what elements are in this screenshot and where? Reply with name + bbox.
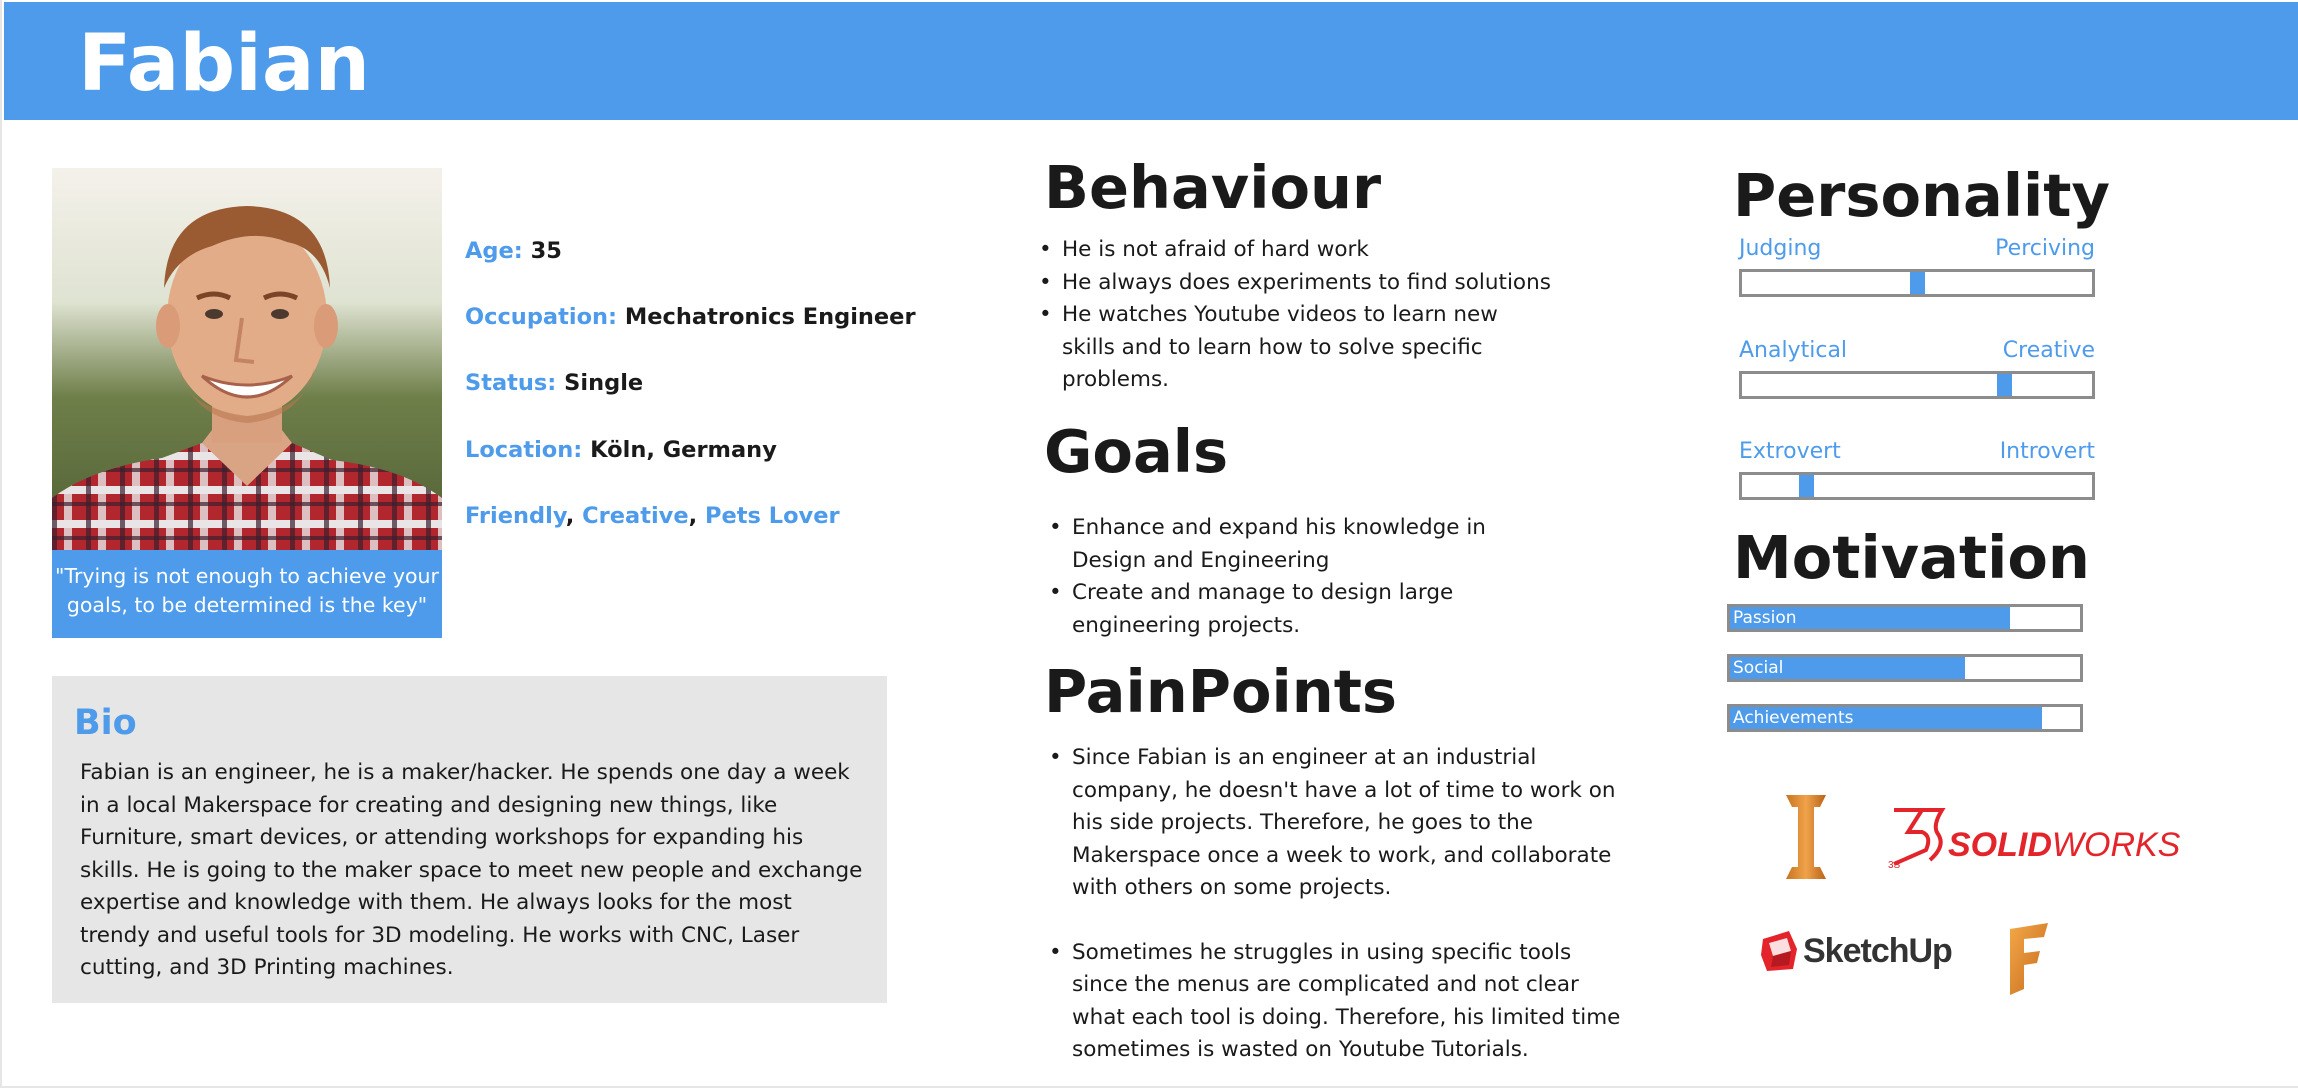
bullet: • (1049, 580, 1062, 605)
age-row (465, 236, 562, 266)
motivation-label: Achievements (1733, 708, 1854, 728)
bio-line: trendy and useful tools for 3D modeling. He works with CNC, Laser (80, 922, 800, 948)
list-item-line: engineering projects. (1072, 612, 1301, 638)
personality-scale (1739, 437, 2095, 467)
inventor-logo (1784, 795, 1828, 883)
personality-title: Personality (1733, 161, 2110, 230)
location-row (465, 435, 777, 465)
scale-right-label: Perciving (1995, 236, 2095, 261)
sketchup-logo (1759, 929, 1952, 977)
age-label: Age: (465, 238, 523, 264)
bio-line: in a local Makerspace for creating and designing new things, like (80, 792, 778, 818)
location-label: Location: (465, 437, 583, 463)
list-item-line: He watches Youtube videos to learn new (1062, 302, 1498, 327)
motivation-title: Motivation (1733, 523, 2090, 592)
scale-left-label: Analytical (1739, 338, 1848, 363)
persona-quote (52, 550, 442, 638)
list-item-line: skills and to learn how to solve specific (1062, 334, 1483, 360)
bio-line: Furniture, smart devices, or attending workshops for expanding his (80, 825, 804, 850)
bio-text (80, 757, 870, 985)
list-item-line: Sometimes he struggles in using specific tools (1072, 939, 1572, 965)
list-item-line: Create and manage to design large (1072, 580, 1454, 605)
scale-right-label: Introvert (1999, 439, 2095, 464)
solidworks-mark: 3S (1888, 860, 1901, 870)
trait-separator: , (688, 503, 705, 529)
list-item-line: Design and Engineering (1072, 547, 1330, 573)
scale-track (1739, 472, 2095, 500)
trait-separator: , (565, 503, 583, 529)
list-item-line: since the menus are complicated and not clear (1072, 972, 1579, 997)
list-item-line: his side projects. Therefore, he goes to the (1072, 810, 1534, 835)
bullet: • (1049, 939, 1062, 965)
person-photo (52, 168, 442, 550)
list-item (1039, 299, 1551, 397)
scale-marker (1799, 475, 1814, 497)
goals-title: Goals (1044, 417, 1229, 486)
persona-name: Fabian (78, 19, 371, 109)
person-photo-icon (52, 168, 442, 550)
list-item (1049, 742, 1620, 905)
motivation-label: Passion (1733, 608, 1797, 628)
bio-title: Bio (74, 703, 137, 743)
bio-line: Fabian is an engineer, he is a maker/hacker. He spends one day a week (80, 760, 850, 785)
age-value: 35 (530, 238, 562, 264)
sketchup-wordmark: SketchUp (1803, 932, 1952, 970)
behaviour-list (1039, 234, 1551, 397)
list-item (1049, 577, 1486, 642)
list-item (1039, 267, 1551, 300)
painpoints-list (1049, 742, 1621, 1067)
list-item-line: He is not afraid of hard work (1062, 237, 1369, 262)
header-bar (4, 2, 2298, 120)
list-item-line: He always does experiments to find solutions (1062, 269, 1551, 295)
motivation-bar (1727, 704, 2083, 732)
solidworks-prefix: SOLID (1948, 826, 2052, 864)
trait-pets-lover: Pets Lover (705, 503, 840, 529)
status-label: Status: (465, 370, 557, 396)
occupation-row (465, 302, 916, 332)
scale-track (1739, 269, 2095, 297)
occupation-label: Occupation: (465, 304, 618, 330)
goals-list (1049, 512, 1486, 642)
motivation-bar (1727, 654, 2083, 682)
trait-friendly: Friendly (465, 503, 566, 529)
personality-scale (1739, 234, 2095, 264)
autodesk-fusion-icon (2004, 923, 2050, 995)
painpoints-title: PainPoints (1044, 657, 1398, 726)
bio-section (52, 676, 887, 1003)
quote-line: goals, to be determined is the key" (66, 593, 428, 617)
list-item (1049, 937, 1621, 1067)
traits-row (465, 501, 840, 531)
bullet: • (1039, 302, 1052, 327)
behaviour-title: Behaviour (1044, 153, 1382, 222)
solidworks-wordmark (1948, 826, 2180, 864)
list-item-line: with others on some projects. (1072, 875, 1392, 900)
bio-line: skills. He is going to the maker space to meet new people and exchange (80, 857, 863, 883)
solidworks-logo (1886, 806, 2181, 874)
solidworks-suffix: WORKS (2051, 826, 2181, 864)
list-item-line: Enhance and expand his knowledge in (1072, 515, 1486, 540)
list-item (1039, 234, 1551, 267)
sketchup-icon (1759, 929, 1799, 973)
bio-line: cutting, and 3D Printing machines. (80, 955, 454, 980)
quote-line: "Trying is not enough to achieve your (55, 564, 439, 588)
fusion-logo (2004, 923, 2050, 999)
scale-track (1739, 371, 2095, 399)
list-item (1049, 512, 1486, 577)
location-value: Köln, Germany (590, 437, 777, 463)
occupation-value: Mechatronics Engineer (624, 304, 916, 330)
scale-right-label: Creative (2002, 338, 2095, 363)
list-item-line: problems. (1062, 367, 1169, 392)
status-value: Single (564, 370, 644, 396)
motivation-bar (1727, 604, 2083, 632)
list-item-line: company, he doesn't have a lot of time to work on (1072, 777, 1616, 803)
scale-marker (1997, 374, 2012, 396)
list-item-line: Makerspace once a week to work, and collaborate (1072, 842, 1612, 868)
scale-left-label: Judging (1739, 236, 1822, 261)
bullet: • (1039, 269, 1052, 295)
motivation-label: Social (1733, 658, 1784, 678)
bullet: • (1049, 745, 1062, 770)
bullet: • (1039, 237, 1052, 262)
list-item-line: what each tool is doing. Therefore, his limited time (1072, 1004, 1621, 1030)
list-item-line: sometimes is wasted on Youtube Tutorials. (1072, 1037, 1529, 1062)
list-item-line: Since Fabian is an engineer at an industrial (1072, 745, 1537, 770)
bullet: • (1049, 515, 1062, 540)
scale-marker (1910, 272, 1925, 294)
autodesk-inventor-icon (1784, 795, 1828, 879)
solidworks-3ds-icon (1886, 806, 1946, 870)
trait-creative: Creative (582, 503, 689, 529)
status-row (465, 368, 643, 398)
personality-scale (1739, 336, 2095, 366)
scale-left-label: Extrovert (1739, 439, 1841, 464)
bio-line: expertise and knowledge with them. He always looks for the most (80, 890, 792, 915)
